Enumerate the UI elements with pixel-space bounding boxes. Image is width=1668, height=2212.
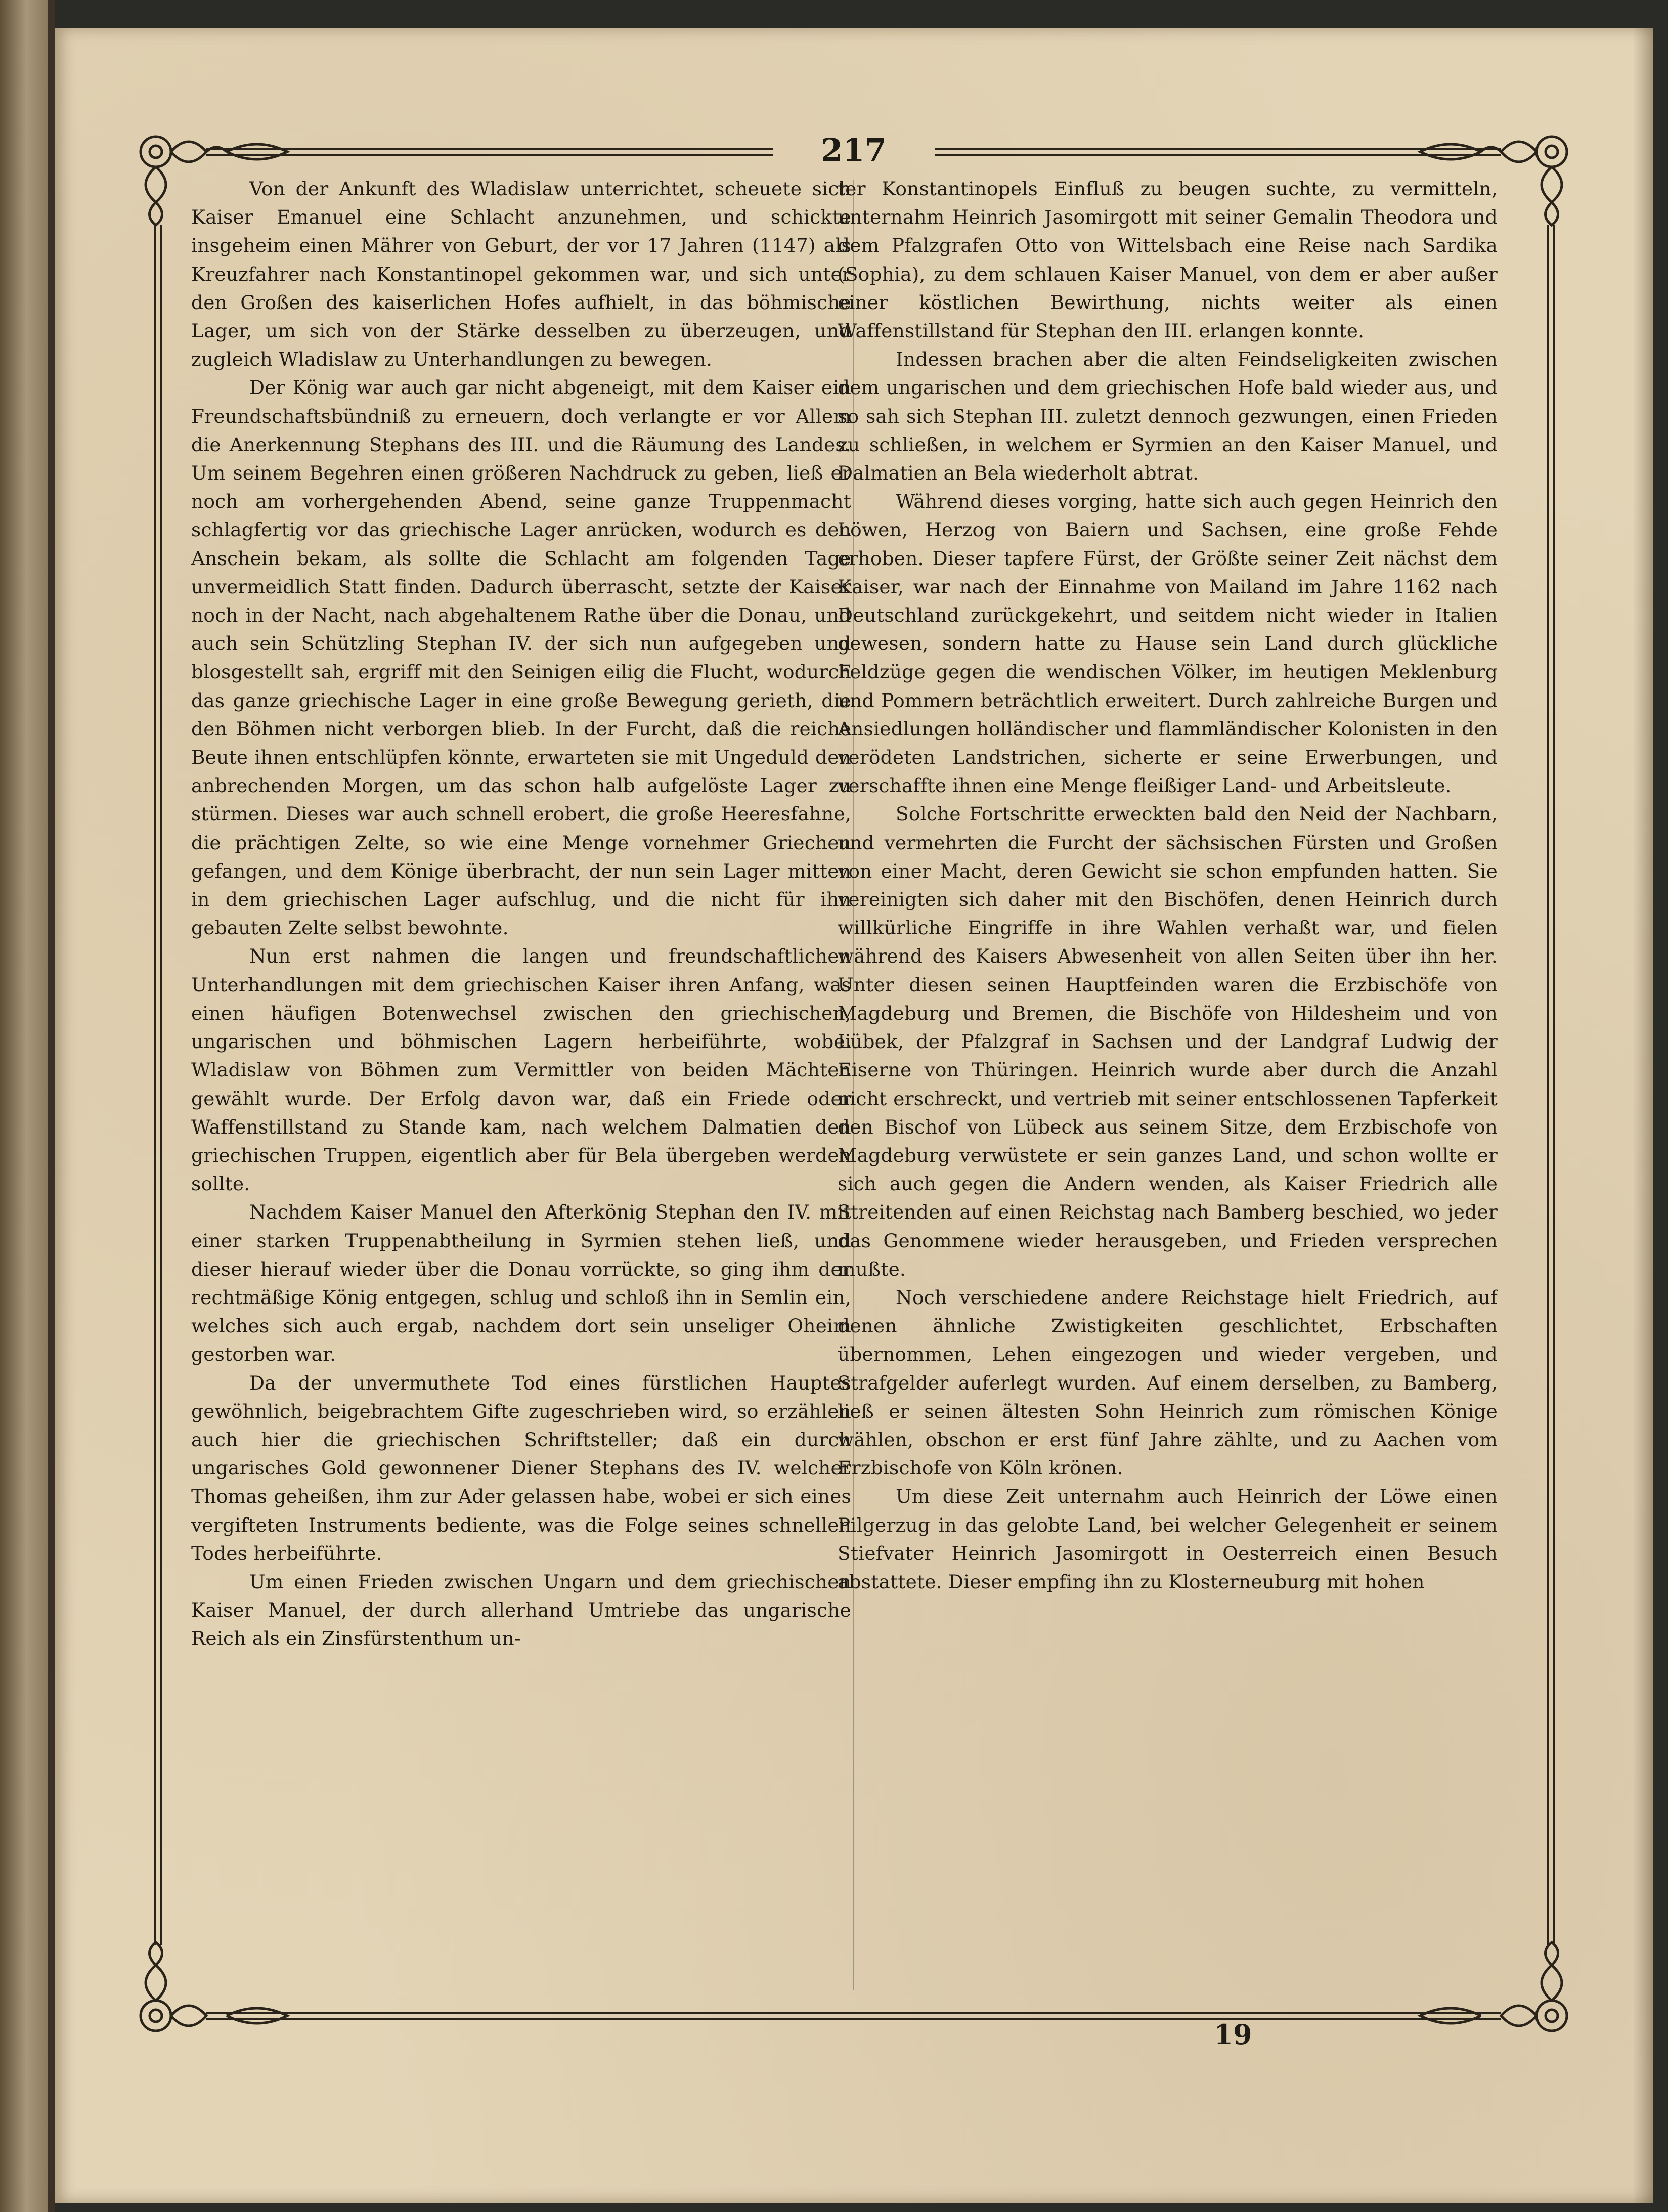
paragraph: Um einen Frieden zwischen Ungarn und dem griechischen Kaiser Manuel, der durch allerhand Umtriebe das ungarische Reich als ein Zinsfürstenthum un- bbox=[191, 1570, 851, 1650]
right-text-column bbox=[838, 175, 1498, 1990]
previous-page-edge bbox=[0, 0, 51, 2212]
book-spine bbox=[48, 0, 55, 2212]
paragraph: Von der Ankunft des Wladislaw unterrichtet, scheuete sich Kaiser Emanuel eine Schlacht anzunehmen, und schickte insgeheim einen Mährer von Geburt, der vor 17 Jahren (1147) als Kreuzfahrer nach Konstantinopel gekommen war, und sich unter den Großen des kaiserlichen Hofes aufhielt, in das böhmische Lager, um sich von der Stärke desselben zu überzeugen, und zugleich Wladislaw zu Unterhandlungen zu bewegen. bbox=[191, 178, 851, 371]
paragraph: ter Konstantinopels Einfluß zu beugen suchte, zu vermitteln, unternahm Heinrich Jasomirgott mit seiner Gemalin Theodora und dem Pfalzgrafen Otto von Wittelsbach eine Reise nach Sardika (Sophia), zu dem schlauen Kaiser Manuel, von dem er aber außer einer köstlichen Bewirthung, nichts weiter als einen Waffenstillstand für Stephan den III. erlangen konnte. bbox=[838, 178, 1498, 342]
paragraph: Während dieses vorging, hatte sich auch gegen Heinrich den Löwen, Herzog von Baiern und Sachsen, eine große Fehde erhoben. Dieser tapfere Fürst, der Größte seiner Zeit nächst dem Kaiser, war nach der Einnahme von Mailand im Jahre 1162 nach Deutschland zurückgekehrt, und seitdem nicht wieder in Italien gewesen, sondern hatte zu Hause sein Land durch glückliche Feldzüge gegen die wendischen Völker, im heutigen Meklenburg und Pommern beträchtlich erweitert. Durch zahlreiche Burgen und Ansiedlungen holländischer und flammländischer Kolonisten in den verödeten Landstrichen, sicherte er seine Erwerbungen, und verschaffte ihnen eine Menge fleißiger Land- und Arbeitsleute. bbox=[838, 490, 1498, 797]
paragraph: Da der unvermuthete Tod eines fürstlichen Hauptes gewöhnlich, beigebrachtem Gifte zugeschrieben wird, so erzählen auch hier die griechischen Schriftsteller; daß ein durch ungarisches Gold gewonnener Diener Stephans des IV. welcher Thomas geheißen, ihm zur Ader gelassen habe, wobei er sich eines vergifteten Instruments bediente, was die Folge seines schnellen Todes herbeiführte. bbox=[191, 1371, 851, 1565]
corner-ornament-bottom-right bbox=[1501, 1942, 1567, 2031]
paragraph: Nachdem Kaiser Manuel den Afterkönig Stephan den IV. mit einer starken Truppenabtheilung in Syrmien stehen ließ, und dieser hierauf wieder über die Donau vorrückte, so ging ihm der rechtmäßige König entgegen, schlug und schloß ihn in Semlin ein, welches sich auch ergab, nachdem dort sein unseliger Oheim gestorben war. bbox=[191, 1201, 851, 1366]
book-page bbox=[55, 28, 1653, 2203]
paragraph: Indessen brachen aber die alten Feindseligkeiten zwischen dem ungarischen und dem griechischen Hofe bald wieder aus, und so sah sich Stephan III. zuletzt dennoch gezwungen, einen Frieden zu schließen, in welchem er Syrmien an den Kaiser Manuel, und Dalmatien an Bela wiederholt abtrat. bbox=[838, 348, 1498, 485]
left-text-column bbox=[191, 175, 851, 1990]
paragraph: Noch verschiedene andere Reichstage hielt Friedrich, auf denen ähnliche Zwistigkeiten geschlichtet, Erbschaften übernommen, Lehen eingezogen und wieder vergeben, und Strafgelder auferlegt wurden. Auf einem derselben, zu Bamberg, ließ er seinen ältesten Sohn Heinrich zum römischen Könige wählen, obschon er erst fünf Jahre zählte, und zu Aachen vom Erzbischofe von Köln krönen. bbox=[838, 1286, 1498, 1480]
paragraph: Nun erst nahmen die langen und freundschaftlichen Unterhandlungen mit dem griechischen Kaiser ihren Anfang, was einen häufigen Botenwechsel zwischen den griechischen, ungarischen und böhmischen Lagern herbeiführte, wobei Wladislaw von Böhmen zum Vermittler von beiden Mächten gewählt wurde. Der Erfolg davon war, daß ein Friede oder Waffenstillstand zu Stande kam, nach welchem Dalmatien den griechischen Truppen, eigentlich aber für Bela übergeben werden sollte. bbox=[191, 945, 851, 1195]
paragraph: Solche Fortschritte erweckten bald den Neid der Nachbarn, und vermehrten die Furcht der sächsischen Fürsten und Großen von einer Macht, deren Gewicht sie schon empfunden hatten. Sie vereinigten sich daher mit den Bischöfen, denen Heinrich durch willkürliche Eingriffe in ihre Wahlen verhaßt war, und fielen während des Kaisers Abwesenheit von allen Seiten über ihn her. Unter diesen seinen Hauptfeinden waren die Erzbischöfe von Magdeburg und Bremen, die Bischöfe von Hildesheim und von Lübek, der Pfalzgraf in Sachsen und der Landgraf Ludwig der Eiserne von Thüringen. Heinrich wurde aber durch die Anzahl nicht erschreckt, und vertrieb mit seiner entschlossenen Tapferkeit den Bischof von Lübeck aus seinem Sitze, dem Erzbischofe von Magdeburg verwüstete er sein ganzes Land, und schon wollte er sich auch gegen die Andern wenden, als Kaiser Friedrich alle Streitenden auf einen Reichstag nach Bamberg beschied, wo jeder das Genommene wieder herausgeben, und Frieden versprechen mußte. bbox=[838, 803, 1498, 1280]
signature-mark: 19 bbox=[1214, 2018, 1252, 2051]
page-number: 217 bbox=[821, 132, 887, 168]
paragraph: Um diese Zeit unternahm auch Heinrich der Löwe einen Pilgerzug in das gelobte Land, bei welcher Gelegenheit er seinem Stiefvater Heinrich Jasomirgott in Oesterreich einen Besuch abstattete. Dieser empfing ihn zu Klosterneuburg mit hohen bbox=[838, 1485, 1498, 1593]
paragraph: Der König war auch gar nicht abgeneigt, mit dem Kaiser ein Freundschaftsbündniß zu erneuern, doch verlangte er vor Allem die Anerkennung Stephans des III. und die Räumung des Landes. Um seinem Begehren einen größeren Nachdruck zu geben, ließ er noch am vorhergehenden Abend, seine ganze Truppenmacht schlagfertig vor das griechische Lager anrücken, wodurch es den Anschein bekam, als sollte die Schlacht am folgenden Tage unvermeidlich Statt finden. Dadurch überrascht, setzte der Kaiser noch in der Nacht, nach abgehaltenem Rathe über die Donau, und auch sein Schützling Stephan IV. der sich nun aufgegeben und blosgestellt sah, ergriff mit den Seinigen eilig die Flucht, wodurch das ganze griechische Lager in eine große Bewegung gerieth, die den Böhmen nicht verborgen blieb. In der Furcht, daß die reiche Beute ihnen entschlüpfen könnte, erwarteten sie mit Ungeduld den anbrechenden Morgen, um das schon halb aufgelöste Lager zu stürmen. Dieses war auch schnell erobert, die große Heeresfahne, die prächtigen Zelte, so wie eine Menge vornehmer Griechen gefangen, und dem Könige überbracht, der nun sein Lager mitten in dem griechischen Lager aufschlug, und die nicht für ihn gebauten Zelte selbst bewohnte. bbox=[191, 376, 851, 939]
